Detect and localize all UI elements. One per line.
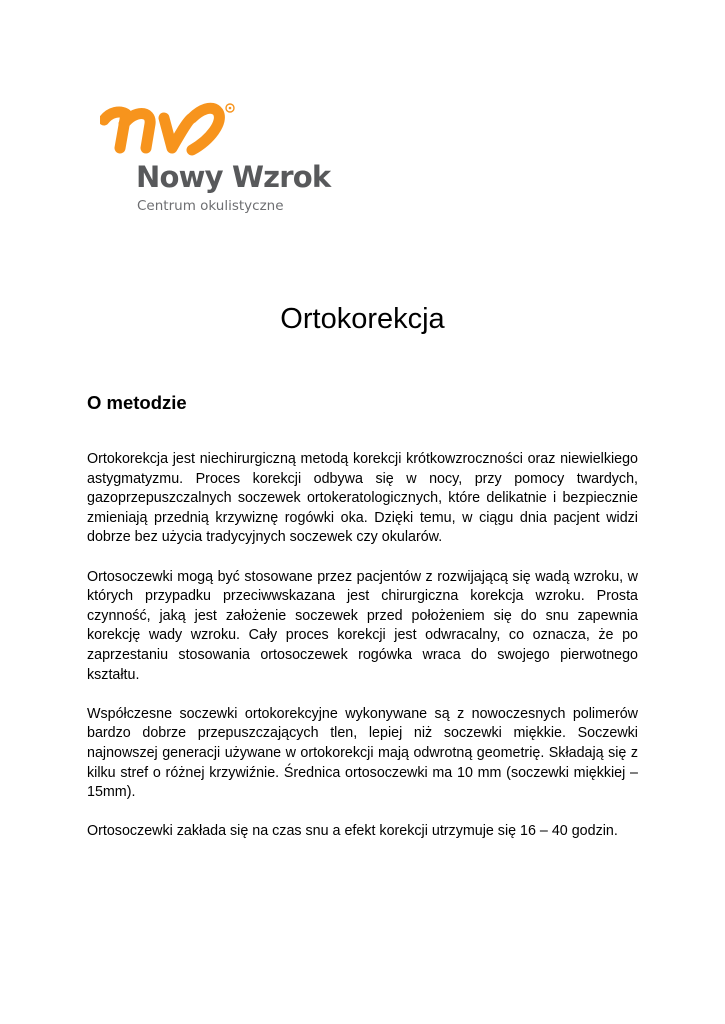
brand-mark-icon (100, 94, 240, 158)
page-title: Ortokorekcja (280, 303, 445, 335)
paragraph: Ortosoczewki zakłada się na czas snu a efekt korekcji utrzymuje się 16 – 40 godzin. (87, 823, 618, 840)
paragraph: Ortokorekcja jest niechirurgiczną metodą korekcji krótkowzroczności oraz niewielkiego astygmatyzmu. Proces korekcji odbywa się w nocy, przy pomocy twardych, gazoprzepuszczalnych soczewek ortokeratologicznych, które delikatnie i bezpiecznie zmieniają przednią krzywiznę rogówki oka. Dzięki temu, w ciągu dnia pacjent widzi dobrze bez użycia tradycyjnych soczewek czy okularów. (87, 451, 638, 546)
brand-logo (100, 94, 331, 224)
paragraph: Współczesne soczewki ortokorekcyjne wykonywane są z nowoczesnych polimerów bardzo dobrze przepuszczających tlen, lepiej niż soczewki miękkie. Soczewki najnowszej generacji używane w ortokorekcji mają odwrotną geometrię. Składają się z kilku stref o różnej krzywiźnie. Średnica ortosoczewki ma 10 mm (soczewki miękkiej – 15mm). (87, 705, 638, 801)
brand-subtitle: Centrum okulistyczne (137, 198, 284, 214)
paragraph: Ortosoczewki mogą być stosowane przez pacjentów z rozwijającą się wadą wzroku, w których przypadku przeciwwskazana jest chirurgiczna korekcja wzroku. Prosta czynność, jaką jest założenie soczewek przed położeniem się do snu zapewnia korekcję wady wzroku. Cały proces korekcji jest odwracalny, co oznacza, że po zaprzestaniu stosowania ortosoczewek rogówka wraca do swojego pierwotnego kształtu. (87, 568, 638, 683)
brand-name: Nowy Wzrok (136, 160, 331, 194)
document-body (87, 450, 638, 861)
section-heading: O metodzie (87, 392, 187, 413)
